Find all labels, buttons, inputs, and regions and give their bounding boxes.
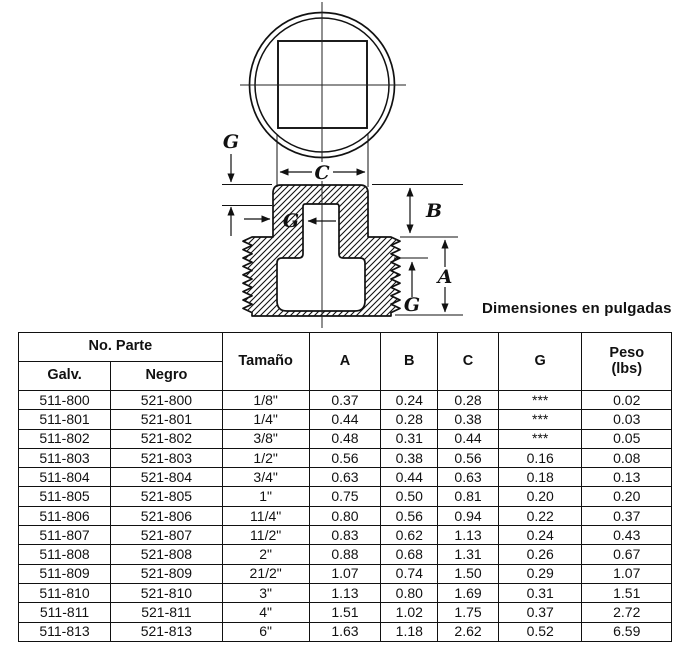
header-tamano: Tamaño (222, 333, 309, 391)
table-row (19, 410, 672, 429)
table-cell: 0.20 (582, 487, 672, 506)
table-cell: 0.56 (381, 506, 438, 525)
table-cell: 1.18 (381, 622, 438, 641)
table-cell: 0.63 (309, 468, 381, 487)
table-cell: 511-813 (19, 622, 111, 641)
table-row (19, 583, 672, 602)
header-galv: Galv. (19, 362, 111, 391)
table-cell: 0.56 (438, 448, 499, 467)
table-row (19, 526, 672, 545)
table-cell: 0.28 (381, 410, 438, 429)
table-cell: 0.56 (309, 448, 381, 467)
table-row (19, 506, 672, 525)
table-cell: 0.05 (582, 429, 672, 448)
table-cell: 521-811 (111, 603, 223, 622)
table-cell: 0.80 (309, 506, 381, 525)
table-cell: 2.62 (438, 622, 499, 641)
table-cell: 0.80 (381, 583, 438, 602)
table-cell: 0.83 (309, 526, 381, 545)
table-cell: 0.16 (498, 448, 582, 467)
table-cell: 0.26 (498, 545, 582, 564)
table-cell: 511-809 (19, 564, 111, 583)
header-g: G (498, 333, 582, 391)
technical-drawing (0, 0, 689, 332)
table-cell: 0.38 (381, 448, 438, 467)
table-cell: 1.02 (381, 603, 438, 622)
dim-label-c: C (314, 162, 330, 184)
table-cell: 0.43 (582, 526, 672, 545)
table-header (19, 333, 672, 391)
table-cell: 521-806 (111, 506, 223, 525)
table-row (19, 391, 672, 410)
table-cell: 511-806 (19, 506, 111, 525)
table-cell: 1.51 (309, 603, 381, 622)
table-cell: 1" (222, 487, 309, 506)
table-cell: 0.62 (381, 526, 438, 545)
table-cell: 0.48 (309, 429, 381, 448)
header-no-parte: No. Parte (19, 333, 223, 362)
table-cell: 511-800 (19, 391, 111, 410)
table-cell: 0.50 (381, 487, 438, 506)
header-c: C (438, 333, 499, 391)
table-cell: 511-803 (19, 448, 111, 467)
table-cell: 1.13 (309, 583, 381, 602)
table-cell: 511-808 (19, 545, 111, 564)
table-cell: 0.28 (438, 391, 499, 410)
table-cell: 511-802 (19, 429, 111, 448)
table-cell: 1.63 (309, 622, 381, 641)
dim-label-g-head: G (282, 210, 300, 232)
table-cell: 0.20 (498, 487, 582, 506)
table-cell: 0.94 (438, 506, 499, 525)
table-body (19, 391, 672, 642)
table-cell: 1.13 (438, 526, 499, 545)
table-row (19, 448, 672, 467)
table-row (19, 545, 672, 564)
table-cell: 0.44 (309, 410, 381, 429)
table-cell: 1.07 (582, 564, 672, 583)
table-cell: 3/4" (222, 468, 309, 487)
table-cell: 0.37 (309, 391, 381, 410)
table-cell: 0.67 (582, 545, 672, 564)
table-row (19, 603, 672, 622)
table-row (19, 429, 672, 448)
table-cell: 511-811 (19, 603, 111, 622)
table-cell: *** (498, 429, 582, 448)
table-cell: 521-804 (111, 468, 223, 487)
table-cell: 1.50 (438, 564, 499, 583)
table-cell: 3" (222, 583, 309, 602)
table-cell: 521-802 (111, 429, 223, 448)
table-cell: 521-807 (111, 526, 223, 545)
dimensions-table (18, 332, 672, 642)
table-cell: 0.44 (438, 429, 499, 448)
table-cell: 6" (222, 622, 309, 641)
table-cell: 0.31 (498, 583, 582, 602)
table-row (19, 564, 672, 583)
table-cell: 511-801 (19, 410, 111, 429)
table-cell: 11/4" (222, 506, 309, 525)
table-cell: 1/8" (222, 391, 309, 410)
table-cell: 0.08 (582, 448, 672, 467)
table-cell: 521-800 (111, 391, 223, 410)
table-cell: 511-805 (19, 487, 111, 506)
table-cell: 2.72 (582, 603, 672, 622)
table-cell: 521-810 (111, 583, 223, 602)
section-view (243, 185, 400, 328)
table-cell: 3/8" (222, 429, 309, 448)
table-cell: 1.31 (438, 545, 499, 564)
table-cell: 0.75 (309, 487, 381, 506)
table-cell: 0.03 (582, 410, 672, 429)
table-cell: 0.37 (498, 603, 582, 622)
table-cell: 511-804 (19, 468, 111, 487)
table-cell: 0.29 (498, 564, 582, 583)
table-cell: 4" (222, 603, 309, 622)
table-cell: 521-805 (111, 487, 223, 506)
dim-label-g-bottom: G (403, 294, 421, 316)
table-cell: 0.02 (582, 391, 672, 410)
dim-label-g-left: G (222, 131, 240, 153)
table-cell: 0.18 (498, 468, 582, 487)
table-cell: 0.81 (438, 487, 499, 506)
dim-label-b: B (425, 200, 443, 222)
header-peso (582, 333, 672, 391)
table-row (19, 487, 672, 506)
header-a: A (309, 333, 381, 391)
table-cell: 0.22 (498, 506, 582, 525)
table-cell: 6.59 (582, 622, 672, 641)
table-cell: 2" (222, 545, 309, 564)
table-row (19, 622, 672, 641)
header-peso-line2: (lbs) (611, 360, 643, 377)
table-cell: 0.74 (381, 564, 438, 583)
table-cell: 1.75 (438, 603, 499, 622)
table-cell: 0.52 (498, 622, 582, 641)
table-cell: 11/2" (222, 526, 309, 545)
table-cell: 1.69 (438, 583, 499, 602)
table-cell: 21/2" (222, 564, 309, 583)
table-cell: 0.44 (381, 468, 438, 487)
table-cell: 0.31 (381, 429, 438, 448)
table-cell: 1.07 (309, 564, 381, 583)
table-cell: 0.38 (438, 410, 499, 429)
table-cell: 1.51 (582, 583, 672, 602)
table-cell: 511-807 (19, 526, 111, 545)
table-cell: 521-803 (111, 448, 223, 467)
table-cell: 0.24 (498, 526, 582, 545)
table-row (19, 468, 672, 487)
header-b: B (381, 333, 438, 391)
units-note: Dimensiones en pulgadas (482, 300, 672, 317)
table-cell: 521-801 (111, 410, 223, 429)
table-cell: 0.13 (582, 468, 672, 487)
table-cell: 1/2" (222, 448, 309, 467)
dim-label-a: A (437, 266, 453, 288)
table-cell: *** (498, 410, 582, 429)
table-cell: 1/4" (222, 410, 309, 429)
header-negro: Negro (111, 362, 223, 391)
table-cell: 0.63 (438, 468, 499, 487)
table-cell: 0.24 (381, 391, 438, 410)
table-cell: 521-813 (111, 622, 223, 641)
table-cell: 521-809 (111, 564, 223, 583)
table-cell: 511-810 (19, 583, 111, 602)
table-cell: 521-808 (111, 545, 223, 564)
header-peso-line1: Peso (609, 345, 645, 362)
table-cell: 0.37 (582, 506, 672, 525)
table-cell: 0.68 (381, 545, 438, 564)
table-cell: 0.88 (309, 545, 381, 564)
table-cell: *** (498, 391, 582, 410)
